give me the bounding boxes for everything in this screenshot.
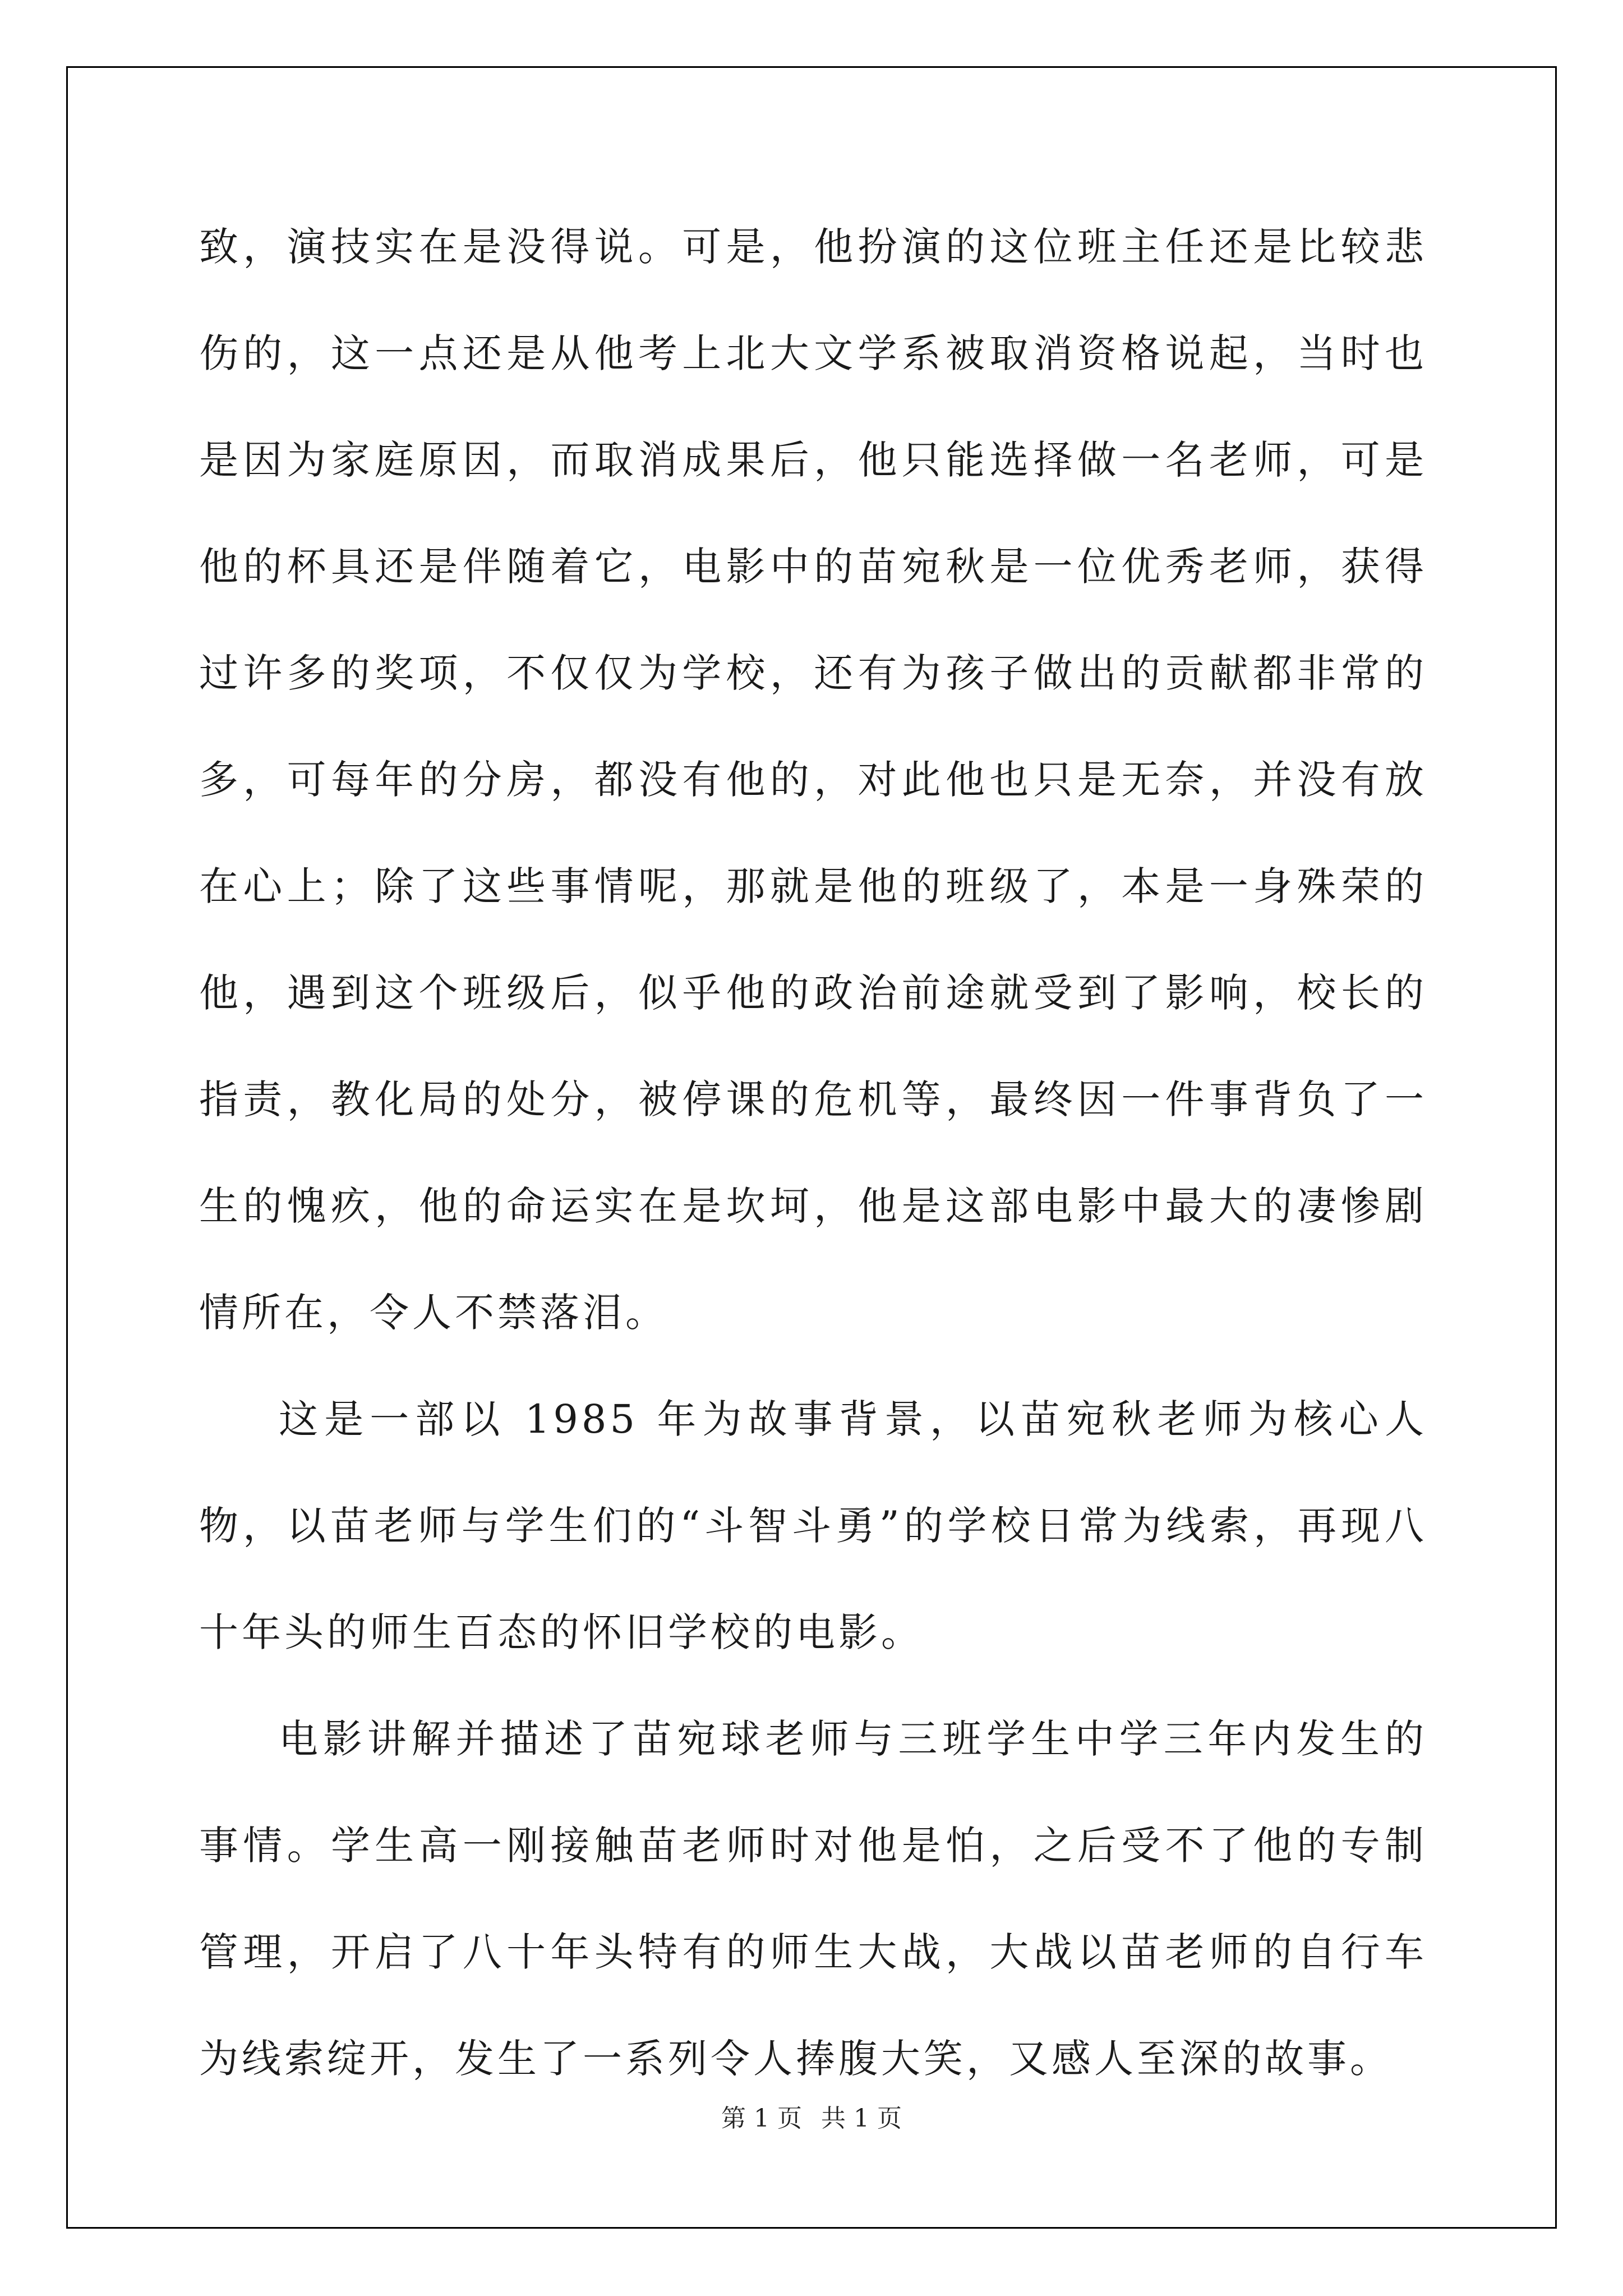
- document-body: [199, 194, 1427, 2112]
- paragraph-3: 电影讲解并描述了苗宛球老师与三班学生中学三年内发生的事情。学生高一刚接触苗老师时对他是怕，之后受不了他的专制管理，开启了八十年头特有的师生大战，大战以苗老师的自行车为线索绽开，发生了一系列令人捧腹大笑，又感人至深的故事。: [199, 1716, 1427, 2082]
- page-footer: [0, 2098, 1623, 2134]
- page-total: 共 1 页: [821, 2104, 902, 2133]
- paragraph-1: 致，演技实在是没得说。可是，他扮演的这位班主任还是比较悲伤的，这一点还是从他考上北大文学系被取消资格说起，当时也是因为家庭原因，而取消成果后，他只能选择做一名老师，可是他的杯具还是伴随着它，电影中的苗宛秋是一位优秀老师，获得过许多的奖项，不仅仅为学校，还有为孩子做出的贡献都非常的多，可每年的分房，都没有他的，对此他也只是无奈，并没有放在心上；除了这些事情呢，那就是他的班级了，本是一身殊荣的他，遇到这个班级后，似乎他的政治前途就受到了影响，校长的指责，教化局的处分，被停课的危机等，最终因一件事背负了一生的愧疚，他的命运实在是坎坷，他是这部电影中最大的凄惨剧情所在，令人不禁落泪。: [199, 224, 1427, 1336]
- page-number: 第 1 页: [721, 2104, 802, 2133]
- paragraph-2: 这是一部以 1985 年为故事背景，以苗宛秋老师为核心人物，以苗老师与学生们的“斗智斗勇”的学校日常为线索，再现八十年头的师生百态的怀旧学校的电影。: [199, 1396, 1427, 1655]
